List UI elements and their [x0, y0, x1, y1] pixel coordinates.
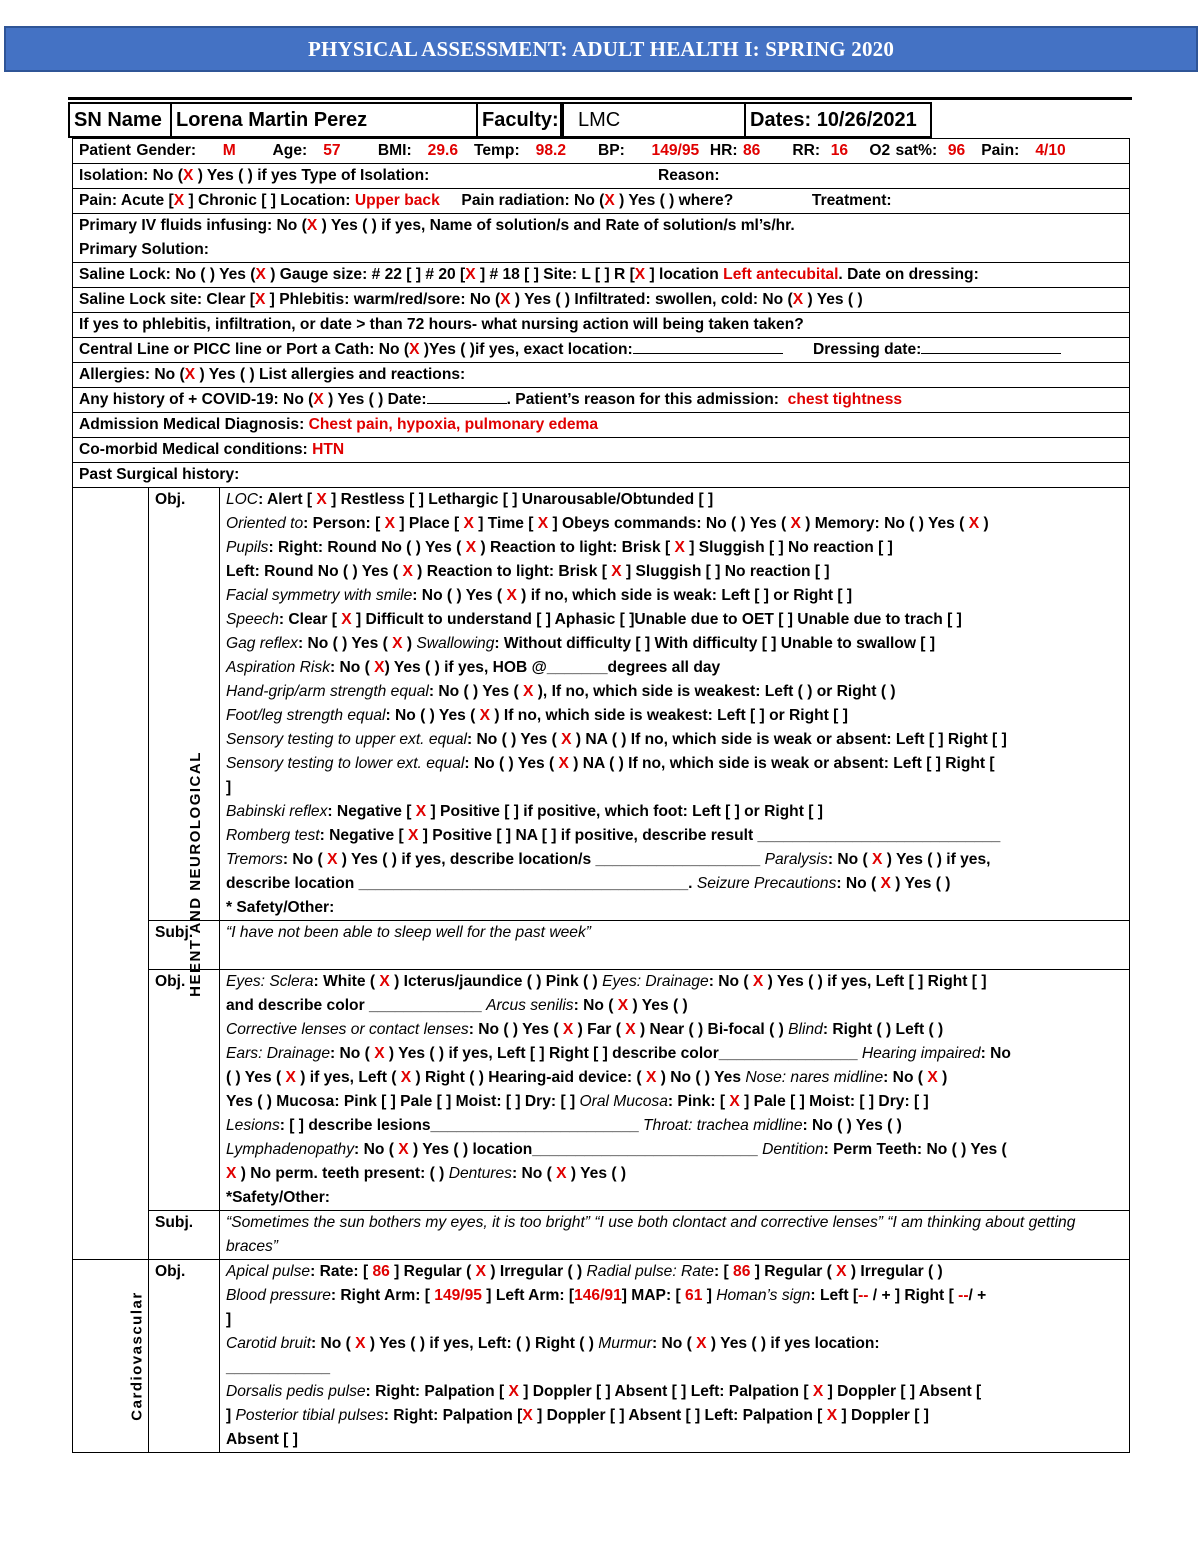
- heent-obj-row: [73, 970, 1130, 1211]
- heent-line[interactable]: X ) No perm. teeth present: ( ) Dentures: No ( X ) Yes ( ): [226, 1165, 627, 1182]
- neuro-lines: [226, 488, 1123, 920]
- cardio-obj-label: Obj.: [149, 1260, 220, 1453]
- rr-label: RR:: [792, 142, 821, 159]
- neuro-line[interactable]: Hand-grip/arm strength equal: No ( ) Yes ( X ), If no, which side is weakest: Left ( ) or Right ( ): [226, 683, 896, 700]
- neuro-line[interactable]: Sensory testing to upper ext. equal: No ( ) Yes ( X ) NA ( ) If no, which side is weak or absent: Left [ ] Right [ ]: [226, 731, 1007, 748]
- page-title: PHYSICAL ASSESSMENT: ADULT HEALTH I: SPRING 2020: [307, 36, 895, 61]
- neuro-line[interactable]: describe location ______________________________________. Seizure Precautions: No ( X ) Yes ( ): [226, 875, 951, 892]
- phlebitis-question[interactable]: If yes to phlebitis, infiltration, or date > than 72 hours- what nursing action will being taken taken?: [79, 316, 804, 333]
- o2-value[interactable]: 96: [947, 142, 966, 159]
- vitals-row: [73, 139, 1130, 164]
- isolation-reason-label: Reason:: [658, 167, 720, 184]
- heent-line[interactable]: Corrective lenses or contact lenses: No ( ) Yes ( X ) Far ( X ) Near ( ) Bi-focal ( ) Blind: Right ( ) Left ( ): [226, 1021, 944, 1038]
- temp-label: Temp:: [474, 142, 520, 159]
- pain-radiation-text[interactable]: Pain radiation: No (X ) Yes ( ) where?: [461, 192, 734, 209]
- comorbid-value[interactable]: HTN: [312, 441, 345, 458]
- saline-lock-text[interactable]: Saline Lock: No ( ) Yes (X ) Gauge size: # 22 [ ] # 20 [X ] # 18 [ ] Site: L [ ] R [X ] location: [79, 266, 719, 283]
- central-line-text[interactable]: Central Line or PICC line or Port a Cath: No (X )Yes ( )if yes, exact location:: [79, 341, 633, 358]
- bmi-label: BMI:: [377, 142, 412, 159]
- heent-subj-quote[interactable]: “Sometimes the sun bothers my eyes, it is too bright” “I use both clontact and corrective lenses” “I am thinking about getting braces”: [226, 1214, 1076, 1255]
- heent-line[interactable]: and describe color _____________ Arcus senilis: No ( X ) Yes ( ): [226, 997, 688, 1014]
- neuro-line[interactable]: Babinski reflex: Negative [ X ] Positive [ ] if positive, which foot: Left [ ] or Right [ ]: [226, 803, 823, 820]
- cardio-line[interactable]: Apical pulse: Rate: [ 86 ] Regular ( X ) Irregular ( ) Radial pulse: Rate: [ 86 ] Regular ( X ) Irregular ( ): [226, 1263, 943, 1280]
- hr-value[interactable]: 86: [742, 142, 761, 159]
- neuro-line[interactable]: Left: Round No ( ) Yes ( X ) Reaction to light: Brisk [ X ] Sluggish [ ] No reaction [ ]: [226, 563, 830, 580]
- surgical-row: [73, 463, 1130, 488]
- allergies-row: [73, 363, 1130, 388]
- neuro-line[interactable]: Gag reflex: No ( ) Yes ( X ) Swallowing: Without difficulty [ ] With difficulty [ ] Unable to swallow [ ]: [226, 635, 936, 652]
- pain-row: [73, 189, 1130, 214]
- faculty-value[interactable]: LMC: [562, 102, 746, 138]
- neuro-line[interactable]: Tremors: No ( X ) Yes ( ) if yes, describe location/s ___________________ Paralysis: No ( X ) Yes ( ) if yes,: [226, 851, 991, 868]
- isolation-row: [73, 164, 1130, 189]
- iv-row: [73, 214, 1130, 263]
- cardio-obj-content: [220, 1260, 1130, 1453]
- neuro-line[interactable]: LOC: Alert [ X ] Restless [ ] Lethargic [ ] Unarousable/Obtunded [ ]: [226, 491, 714, 508]
- heent-line[interactable]: *Safety/Other:: [226, 1189, 330, 1206]
- cardio-line[interactable]: ____________: [226, 1359, 331, 1376]
- cardio-line[interactable]: Absent [ ]: [226, 1431, 298, 1448]
- hr-label: HR:: [709, 142, 738, 159]
- neuro-line[interactable]: Pupils: Right: Round No ( ) Yes ( X ) Reaction to light: Brisk [ X ] Sluggish [ ] No reaction [ ]: [226, 539, 893, 556]
- covid-text[interactable]: Any history of + COVID-19: No (X ) Yes ( ) Date:: [79, 391, 427, 408]
- o2-label: O2 sat%:: [869, 142, 938, 159]
- isolation-text[interactable]: Isolation: No (X ) Yes ( ) if yes Type of Isolation:: [79, 167, 430, 184]
- neuro-obj-label: Obj.: [149, 488, 220, 921]
- surgical-label[interactable]: Past Surgical history:: [79, 466, 240, 483]
- gender-value[interactable]: M: [222, 142, 236, 159]
- comorbid-label: Co-morbid Medical conditions:: [79, 441, 308, 458]
- page-title-banner: [4, 26, 1198, 72]
- heent-subj-label: Subj.: [149, 1211, 220, 1260]
- bp-value[interactable]: 149/95: [651, 142, 700, 159]
- comorbid-row: [73, 438, 1130, 463]
- central-dressing-blank[interactable]: [921, 339, 1061, 354]
- cardio-obj-row: [73, 1260, 1130, 1453]
- phlebitis-row: [73, 313, 1130, 338]
- cardio-lines: [226, 1260, 1123, 1452]
- age-value[interactable]: 57: [323, 142, 341, 159]
- cardio-section-label: [73, 1260, 149, 1453]
- covid-date-blank[interactable]: [427, 389, 507, 404]
- central-dressing-label: Dressing date:: [813, 341, 922, 358]
- cardio-line[interactable]: Dorsalis pedis pulse: Right: Palpation [ X ] Doppler [ ] Absent [ ] Left: Palpation [ X ] Doppler [ ] Absent [: [226, 1383, 982, 1400]
- assessment-table: [72, 138, 1130, 1453]
- heent-line[interactable]: Ears: Drainage: No ( X ) Yes ( ) if yes, Left [ ] Right [ ] describe color________________ Hearing impaired: No: [226, 1045, 1011, 1062]
- saline-site-row: [73, 288, 1130, 313]
- neuro-line[interactable]: Foot/leg strength equal: No ( ) Yes ( X ) If no, which side is weakest: Left [ ] or Right [ ]: [226, 707, 848, 724]
- sn-name-value[interactable]: Lorena Martin Perez: [170, 102, 478, 138]
- neuro-obj-row: [73, 488, 1130, 921]
- heent-line[interactable]: Lymphadenopathy: No ( X ) Yes ( ) location__________________________ Dentition: Perm Teeth: No ( ) Yes (: [226, 1141, 1007, 1158]
- neuro-section-title: HEENT AND NEUROLOGICAL: [186, 750, 204, 997]
- iv-solution-label: Primary Solution:: [79, 241, 209, 258]
- heent-line[interactable]: Yes ( ) Mucosa: Pink [ ] Pale [ ] Moist: [ ] Dry: [ ] Oral Mucosa: Pink: [ X ] Pale [ ] Moist: [ ] Dry: [ ]: [226, 1093, 929, 1110]
- pain-label: Pain:: [981, 142, 1020, 159]
- heent-line[interactable]: Eyes: Sclera: White ( X ) Icterus/jaundice ( ) Pink ( ) Eyes: Drainage: No ( X ) Yes ( ) if yes, Left [ ] Right [ ]: [226, 973, 987, 990]
- covid-row: [73, 388, 1130, 413]
- neuro-line[interactable]: Oriented to: Person: [ X ] Place [ X ] Time [ X ] Obeys commands: No ( ) Yes ( X ) Memory: No ( ) Yes ( X ): [226, 515, 989, 532]
- pain-type-text[interactable]: Pain: Acute [X ] Chronic [ ] Location:: [79, 192, 351, 209]
- sn-name-label: SN Name: [68, 102, 172, 138]
- iv-fluids-text[interactable]: Primary IV fluids infusing: No (X ) Yes ( ) if yes, Name of solution/s and Rate of solution/s ml’s/hr.: [79, 217, 795, 234]
- allergies-text[interactable]: Allergies: No (X ) Yes ( ) List allergies and reactions:: [79, 366, 466, 383]
- cardio-line[interactable]: ] Posterior tibial pulses: Right: Palpation [X ] Doppler [ ] Absent [ ] Left: Palpation [ X ] Doppler [ ]: [226, 1407, 929, 1424]
- neuro-subj-quote[interactable]: “I have not been able to sleep well for the past week”: [226, 924, 591, 941]
- central-location-blank[interactable]: [633, 339, 783, 354]
- saline-lock-row: [73, 263, 1130, 288]
- diagnosis-value[interactable]: Chest pain, hypoxia, pulmonary edema: [308, 416, 599, 433]
- bp-label: BP:: [598, 142, 625, 159]
- pain-value[interactable]: 4/10: [1035, 142, 1066, 159]
- neuro-subj-label: Subj.: [149, 921, 220, 970]
- pain-treatment-label: Treatment:: [811, 192, 892, 209]
- cardio-section-title: Cardiovascular: [128, 1291, 146, 1421]
- heent-lines: [226, 970, 1123, 1210]
- heent-subj-row: [73, 1211, 1130, 1260]
- neuro-line[interactable]: Facial symmetry with smile: No ( ) Yes ( X ) if no, which side is weak: Left [ ] or Right [ ]: [226, 587, 853, 604]
- neuro-line[interactable]: Speech: Clear [ X ] Difficult to understand [ ] Aphasic [ ]Unable due to OET [ ] Unable due to trach [ ]: [226, 611, 962, 628]
- neuro-line[interactable]: Sensory testing to lower ext. equal: No ( ) Yes ( X ) NA ( ) If no, which side is weak or absent: Left [ ] Right [: [226, 755, 995, 772]
- neuro-obj-content: [220, 488, 1130, 921]
- temp-value[interactable]: 98.2: [535, 142, 566, 159]
- admission-reason-value[interactable]: chest tightness: [787, 391, 903, 408]
- neuro-line[interactable]: ]: [226, 779, 232, 796]
- admission-reason-label: . Patient’s reason for this admission:: [506, 391, 779, 408]
- heent-line[interactable]: Lesions: [ ] describe lesions________________________ Throat: trachea midline: No ( ) Yes ( ): [226, 1117, 902, 1134]
- age-label: Age:: [272, 142, 308, 159]
- rr-value[interactable]: 16: [830, 142, 849, 159]
- cardio-line[interactable]: ]: [226, 1311, 232, 1328]
- pain-location-value[interactable]: Upper back: [354, 192, 440, 209]
- diagnosis-label: Admission Medical Diagnosis:: [79, 416, 305, 433]
- neuro-line[interactable]: Romberg test: Negative [ X ] Positive [ ] NA [ ] if positive, describe result ____________________________: [226, 827, 1001, 844]
- neuro-line[interactable]: * Safety/Other:: [226, 899, 335, 916]
- heent-line[interactable]: ( ) Yes ( X ) if yes, Left ( X ) Right ( ) Hearing-aid device: ( X ) No ( ) Yes Nose: nares midline: No ( X ): [226, 1069, 948, 1086]
- saline-dressing-label: . Date on dressing:: [838, 266, 979, 283]
- gender-label: Patient Gender:: [79, 142, 197, 159]
- heent-obj-content: [220, 970, 1130, 1211]
- saline-site-text[interactable]: Saline Lock site: Clear [X ] Phlebitis: warm/red/sore: No (X ) Yes ( ) Infiltrated: swollen, cold: No (X ) Yes ( ): [79, 291, 863, 308]
- cardio-line[interactable]: Blood pressure: Right Arm: [ 149/95 ] Left Arm: [146/91] MAP: [ 61 ] Homan’s sign: Left [-- / + ] Right [ --/ +: [226, 1287, 987, 1304]
- faculty-label: Faculty:: [476, 102, 562, 138]
- diagnosis-row: [73, 413, 1130, 438]
- neuro-subj-row: [73, 921, 1130, 970]
- cardio-line[interactable]: Carotid bruit: No ( X ) Yes ( ) if yes, Left: ( ) Right ( ) Murmur: No ( X ) Yes ( ) if yes location:: [226, 1335, 880, 1352]
- dates-field[interactable]: Dates: 10/26/2021: [744, 102, 932, 138]
- heent-obj-label: Obj.: [149, 970, 220, 1211]
- header-rule: [68, 97, 1132, 100]
- neuro-line[interactable]: Aspiration Risk: No ( X) Yes ( ) if yes, HOB @_______degrees all day: [226, 659, 721, 676]
- saline-location-value[interactable]: Left antecubital: [723, 266, 839, 283]
- bmi-value[interactable]: 29.6: [427, 142, 459, 159]
- central-line-row: [73, 338, 1130, 363]
